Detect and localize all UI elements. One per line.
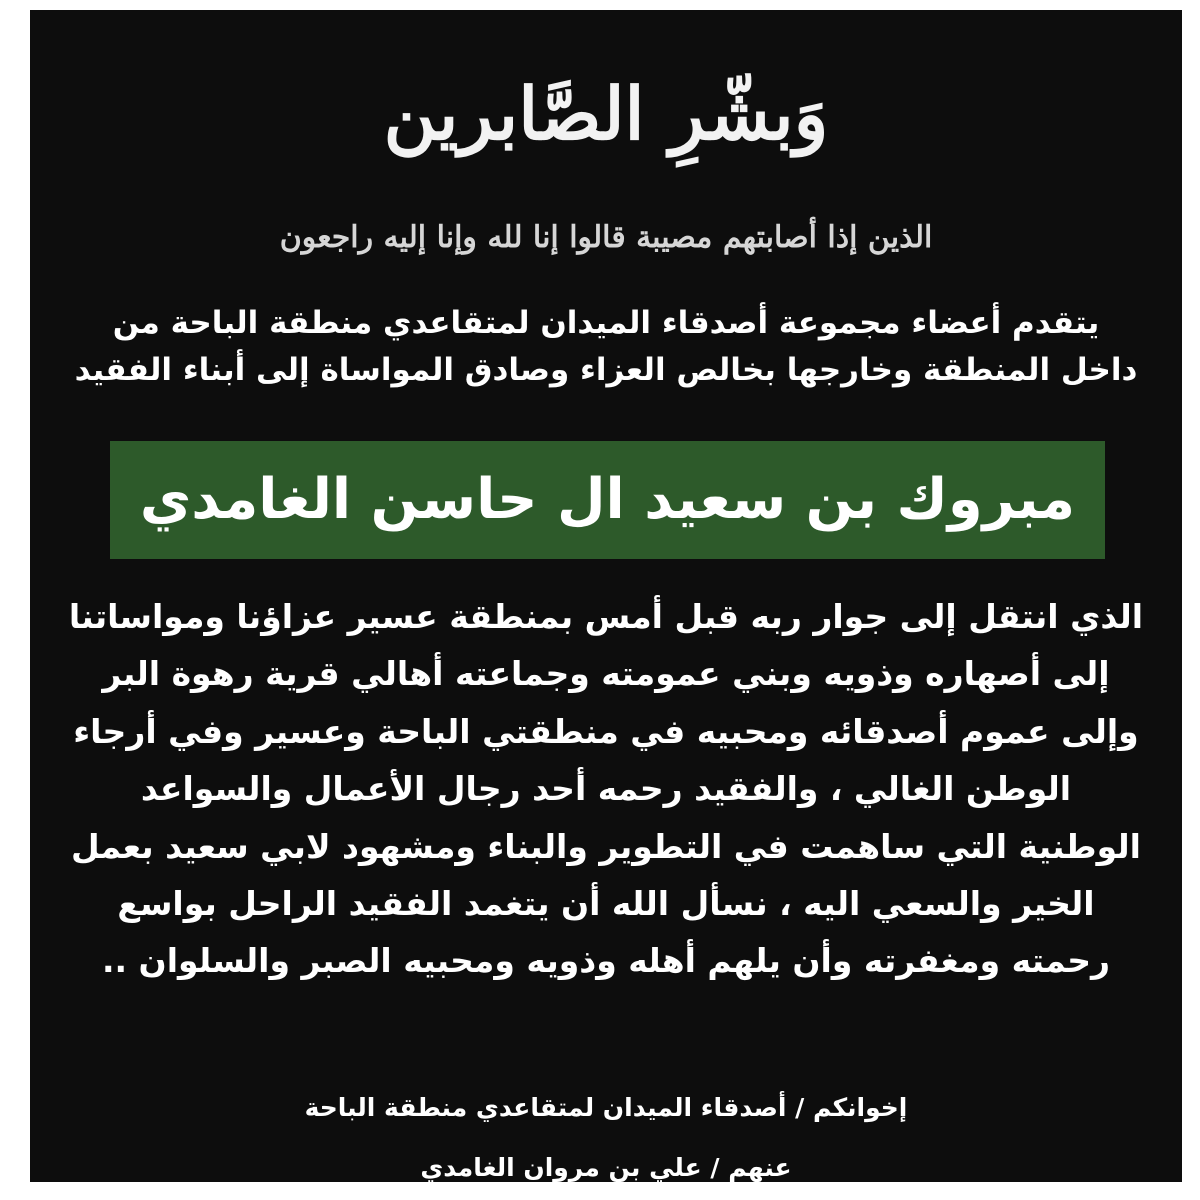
- condolence-card: [30, 10, 1182, 1182]
- deceased-name-banner: [110, 441, 1105, 559]
- body-line: الذي انتقل إلى جوار ربه قبل أمس بمنطقة عسير عزاؤنا ومواساتنا: [68, 597, 1144, 636]
- body-line: وإلى عموم أصدقائه ومحبيه في منطقتي الباحة وعسير وفي أرجاء: [73, 711, 1139, 751]
- intro-line: داخل المنطقة وخارجها بخالص العزاء وصادق المواساة إلى أبناء الفقيد: [74, 351, 1138, 388]
- intro-line: يتقدم أعضاء مجموعة أصدقاء الميدان لمتقاعدي منطقة الباحة من: [112, 305, 1100, 341]
- body-line: الوطنية التي ساهمت في التطوير والبناء ومشهود لابي سعيد بعمل: [70, 826, 1141, 866]
- signature-from: إخوانكم / أصدقاء الميدان لمتقاعدي منطقة الباحة: [304, 1093, 908, 1122]
- body-line: رحمته ومغفرته وأن يلهم أهله وذويه ومحبيه الصبر والسلوان ..: [102, 941, 1110, 981]
- deceased-name: مبروك بن سعيد ال حاسن الغامدي: [139, 467, 1076, 532]
- body-line: الخير والسعي اليه ، نسأل الله أن يتغمد الفقيد الراحل بواسع: [117, 884, 1095, 924]
- body-line: الوطن الغالي ، والفقيد رحمه أحد رجال الأعمال والسواعد: [140, 769, 1072, 809]
- header-calligraphy: وَبشّرِ الصَّابرين: [383, 71, 829, 156]
- header-verse: الذين إذا أصابتهم مصيبة قالوا إنا لله وإنا إليه راجعون: [279, 220, 933, 255]
- body-line: إلى أصهاره وذويه وبني عمومته وجماعته أهالي قرية رهوة البر: [102, 654, 1110, 694]
- signature-block: [30, 1078, 1182, 1198]
- body-paragraph: [60, 588, 1152, 990]
- intro-paragraph: [60, 300, 1152, 393]
- signature-representative: عنهم / علي بن مروان الغامدي: [420, 1153, 792, 1182]
